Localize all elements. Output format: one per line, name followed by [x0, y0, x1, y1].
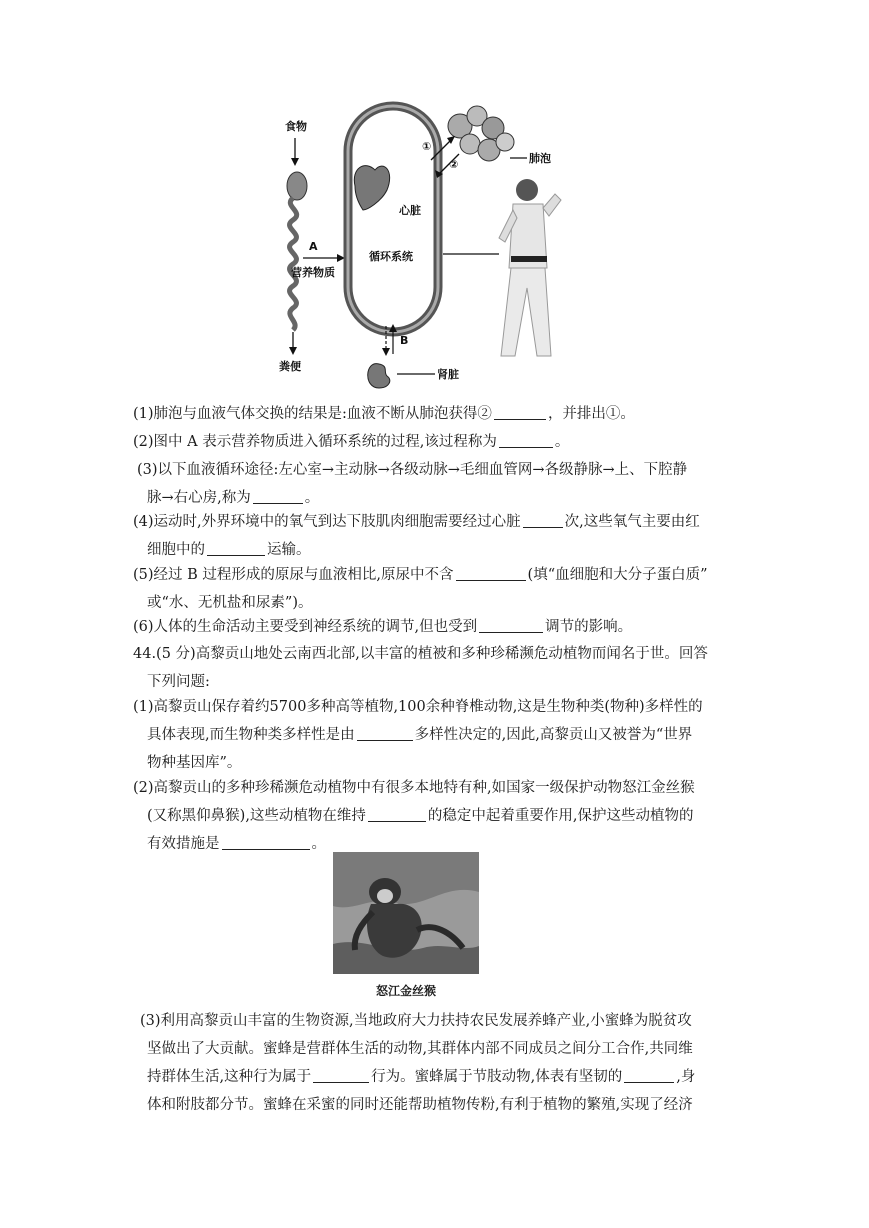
feces-arrowhead	[289, 347, 297, 355]
q44-item-1	[133, 693, 743, 777]
q43-2-text-b: 。	[554, 434, 570, 450]
snub-nosed-monkey-photo	[333, 852, 479, 974]
label-a: A	[309, 240, 318, 253]
q44-2-line-1: (2)高黎贡山的多种珍稀濒危动植物中有很多本地特有种,如国家一级保护动物怒江金丝猴	[133, 780, 695, 796]
q43-4-line-2	[133, 536, 743, 564]
answer-blank[interactable]	[222, 833, 310, 850]
q44-2-text-c: 的稳定中起着重要作用,保护这些动植物的	[427, 808, 694, 824]
q44-1-line-3: 物种基因库”。	[147, 755, 242, 771]
q44-item-2	[133, 774, 743, 858]
athlete-figure	[499, 179, 561, 356]
q43-1-text-a: (1)肺泡与血液气体交换的结果是:血液不断从肺泡获得②	[133, 406, 492, 422]
answer-blank[interactable]	[479, 616, 543, 633]
answer-blank[interactable]	[499, 431, 553, 448]
answer-blank[interactable]	[523, 511, 563, 528]
q43-5-text-b: (填“血细胞和大分子蛋白质”	[527, 567, 708, 583]
answer-blank[interactable]	[456, 564, 526, 581]
q44-2-text-b: (又称黑仰鼻猴),这些动植物在维持	[147, 808, 366, 824]
answer-blank[interactable]	[207, 539, 265, 556]
label-alveoli: 肺泡	[529, 152, 551, 165]
stomach-shape	[287, 172, 307, 200]
label-heart: 心脏	[399, 204, 421, 217]
q43-item-1	[133, 400, 743, 428]
answer-blank[interactable]	[253, 487, 303, 504]
label-kidney: 肾脏	[437, 368, 459, 381]
label-b: B	[400, 334, 409, 347]
q43-5-line-1	[133, 561, 743, 589]
q43-5-text-a: (5)经过 B 过程形成的原尿与血液相比,原尿中不含	[133, 567, 454, 583]
heart-icon	[354, 166, 389, 210]
q44-3-line-1: (3)利用高黎贡山丰富的生物资源,当地政府大力扶持农民发展养蜂产业,小蜜蜂为脱贫攻	[140, 1013, 692, 1029]
label-1: ①	[422, 140, 432, 153]
answer-blank[interactable]	[624, 1066, 674, 1083]
label-2: ②	[449, 158, 459, 171]
q43-item-2	[133, 428, 743, 456]
b-arrowhead-down	[382, 348, 390, 356]
q44-2-line-2	[133, 802, 743, 830]
q43-3-text-b: 脉→右心房,称为	[147, 490, 251, 506]
q43-1-text-b: ，并排出①。	[547, 406, 635, 422]
answer-blank[interactable]	[368, 805, 426, 822]
q43-5-line-2: 或“水、无机盐和尿素”)。	[147, 595, 313, 611]
q43-4-text-a: (4)运动时,外界环境中的氧气到达下肢肌肉细胞需要经过心脏	[133, 514, 521, 530]
q44-2-text-d: 有效措施是	[147, 836, 220, 852]
q44-header-line-1: 44.(5 分)高黎贡山地处云南西北部,以丰富的植被和多种珍稀濒危动植物而闻名于世。回答	[133, 646, 708, 662]
q43-4-text-d: 运输。	[267, 542, 311, 558]
intestine-shape	[290, 198, 297, 330]
label-feces: 粪便	[279, 360, 301, 373]
food-arrowhead	[291, 158, 299, 166]
q43-item-6	[133, 613, 743, 641]
q44-1-text-c: 多样性决定的,因此,高黎贡山又被誉为“世界	[414, 727, 693, 743]
q43-4-line-1	[133, 508, 743, 536]
q44-3-text-e: ,身	[676, 1069, 696, 1085]
q44-1-text-b: 具体表现,而生物种类多样性是由	[147, 727, 355, 743]
answer-blank[interactable]	[494, 403, 546, 420]
q43-item-3	[137, 456, 747, 512]
q43-3-line-1: (3)以下血液循环途径:左心室→主动脉→各级动脉→毛细血管网→各级静脉→上、下腔静	[137, 462, 688, 478]
q44-header-line-2: 下列问题:	[147, 674, 210, 690]
q43-6-text-a: (6)人体的生命活动主要受到神经系统的调节,但也受到	[133, 619, 478, 635]
q44-1-line-1: (1)高黎贡山保存着约5700多种高等植物,100余种脊椎动物,这是生物种类(物种)多样性的	[133, 699, 703, 715]
q44-3-line-4: 体和附肢都分节。蜜蜂在采蜜的同时还能帮助植物传粉,有利于植物的繁殖,实现了经济	[147, 1097, 693, 1113]
circulation-figure	[255, 98, 570, 398]
answer-blank[interactable]	[357, 724, 413, 741]
q43-item-4	[133, 508, 743, 564]
q44-item-3	[140, 1007, 750, 1119]
q44-2-text-e: 。	[311, 836, 326, 852]
q44-3-text-c: 持群体生活,这种行为属于	[147, 1069, 312, 1085]
q43-2-text-a: (2)图中 A 表示营养物质进入循环系统的过程,该过程称为	[133, 434, 497, 450]
label-circulation: 循环系统	[369, 250, 413, 263]
kidney-icon	[368, 364, 390, 388]
circulation-diagram	[255, 98, 570, 398]
q43-6-text-b: 调节的影响。	[545, 619, 633, 635]
q44-3-line-3	[140, 1063, 750, 1091]
label-nutrients: 营养物质	[291, 266, 335, 279]
monkey-caption: 怒江金丝猴	[375, 984, 436, 998]
alveoli-icon	[448, 106, 514, 161]
q44-3-line-2: 坚做出了大贡献。蜜蜂是营群体生活的动物,其群体内部不同成员之间分工合作,共同维	[147, 1041, 693, 1057]
q43-3-text-c: 。	[304, 490, 320, 506]
answer-blank[interactable]	[313, 1066, 369, 1083]
q43-4-text-c: 细胞中的	[147, 542, 205, 558]
q43-item-5	[133, 561, 743, 617]
label-food: 食物	[285, 120, 307, 133]
q44-3-text-d: 行为。蜜蜂属于节肢动物,体表有坚韧的	[371, 1069, 623, 1085]
q44-1-line-2	[133, 721, 743, 749]
q44-header	[133, 640, 743, 696]
q43-4-text-b: 次,这些氧气主要由红	[564, 514, 700, 530]
monkey-image	[333, 852, 479, 974]
